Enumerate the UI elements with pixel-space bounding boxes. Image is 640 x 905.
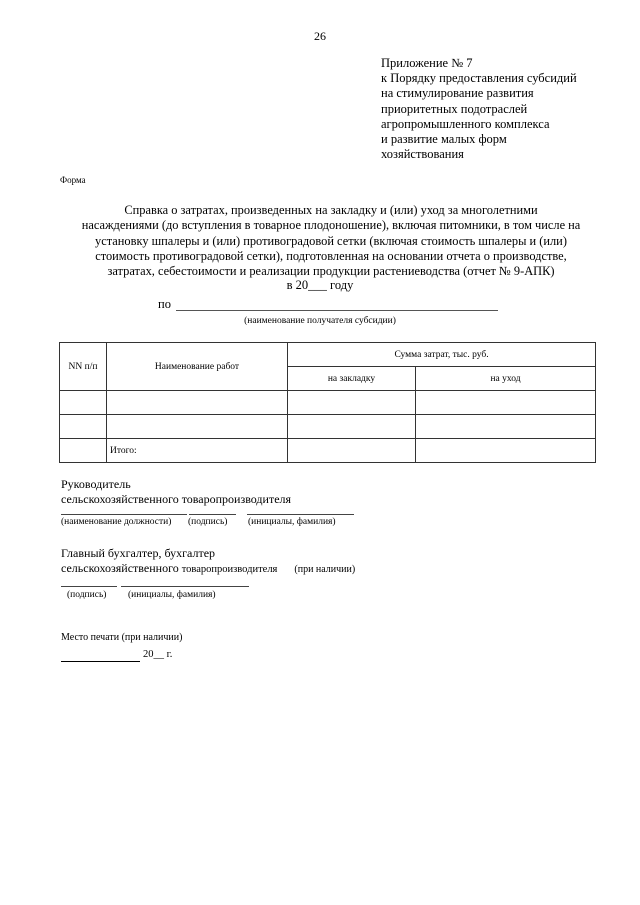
year-line: в 20___ году bbox=[286, 278, 354, 292]
appendix-line: на стимулирование развития bbox=[381, 86, 534, 101]
accountant-title-note: (при наличии) bbox=[294, 564, 356, 575]
title-line: стоимость противоградовой сетки), подготовленная на основании отчета о производстве, bbox=[95, 248, 567, 263]
table-cell[interactable] bbox=[288, 415, 416, 439]
total-label: Итого: bbox=[107, 439, 288, 463]
table-row bbox=[60, 391, 596, 415]
recipient-caption: (наименование получателя субсидии) bbox=[244, 316, 396, 326]
stamp-label: Место печати (при наличии) bbox=[61, 632, 183, 643]
table-cell[interactable] bbox=[416, 391, 596, 415]
total-laying-cell[interactable] bbox=[288, 439, 416, 463]
appendix-line: Приложение № 7 bbox=[381, 56, 473, 70]
head-signature-field[interactable] bbox=[189, 514, 236, 515]
appendix-line: приоритетных подотраслей bbox=[381, 101, 528, 116]
accountant-name-field[interactable] bbox=[121, 586, 249, 587]
appendix-line: и развитие малых форм bbox=[381, 132, 507, 147]
accountant-caption-name: (инициалы, фамилия) bbox=[128, 590, 216, 600]
accountant-title-main: сельскохозяйственного bbox=[61, 561, 179, 575]
head-title-line1: Руководитель bbox=[61, 477, 131, 491]
page-number: 26 bbox=[314, 29, 326, 43]
accountant-caption-sign: (подпись) bbox=[67, 590, 107, 600]
document-title bbox=[60, 203, 602, 279]
form-label: Форма bbox=[60, 175, 86, 185]
title-line: Справка о затратах, произведенных на закладку и (или) уход за многолетними bbox=[124, 203, 538, 217]
costs-table bbox=[59, 342, 596, 463]
table-cell[interactable] bbox=[60, 439, 107, 463]
header-num: NN п/п bbox=[60, 343, 107, 391]
head-name-field[interactable] bbox=[247, 514, 354, 515]
header-care: на уход bbox=[416, 367, 596, 391]
table-cell[interactable] bbox=[107, 391, 288, 415]
head-caption-name: (инициалы, фамилия) bbox=[248, 517, 336, 527]
header-laying: на закладку bbox=[288, 367, 416, 391]
accountant-title-line2 bbox=[61, 561, 355, 576]
head-position-field[interactable] bbox=[61, 514, 187, 515]
appendix-line: к Порядку предоставления субсидий bbox=[381, 71, 577, 86]
table-cell[interactable] bbox=[288, 391, 416, 415]
recipient-field[interactable] bbox=[176, 310, 498, 311]
head-caption-sign: (подпись) bbox=[188, 517, 228, 527]
appendix-header bbox=[381, 56, 577, 162]
date-field[interactable] bbox=[61, 661, 140, 662]
total-row bbox=[60, 439, 596, 463]
header-sum: Сумма затрат, тыс. руб. bbox=[288, 343, 596, 367]
accountant-title-rest: товаропроизводителя bbox=[181, 564, 278, 575]
date-suffix: 20__ г. bbox=[143, 649, 173, 660]
recipient-label: по bbox=[158, 297, 171, 311]
table-cell[interactable] bbox=[60, 415, 107, 439]
appendix-line: хозяйствования bbox=[381, 147, 464, 162]
title-line: установку шпалеры и (или) противоградовой сетки (включая стоимость шпалеры и (или) bbox=[95, 233, 567, 248]
title-line: насаждениями (до вступления в товарное плодоношение), включая питомники, в том числе на bbox=[81, 218, 581, 233]
accountant-signature-field[interactable] bbox=[61, 586, 117, 587]
total-care-cell[interactable] bbox=[416, 439, 596, 463]
title-line: затратах, себестоимости и реализации продукции растениеводства (отчет № 9-АПК) bbox=[107, 264, 555, 279]
table-cell[interactable] bbox=[416, 415, 596, 439]
head-caption-position: (наименование должности) bbox=[61, 517, 172, 527]
accountant-title-line1: Главный бухгалтер, бухгалтер bbox=[61, 546, 216, 560]
header-work: Наименование работ bbox=[107, 343, 288, 391]
appendix-line: агропромышленного комплекса bbox=[381, 116, 550, 131]
table-row bbox=[60, 415, 596, 439]
table-cell[interactable] bbox=[107, 415, 288, 439]
table-cell[interactable] bbox=[60, 391, 107, 415]
head-title-line2: сельскохозяйственного товаропроизводителя bbox=[61, 492, 292, 506]
